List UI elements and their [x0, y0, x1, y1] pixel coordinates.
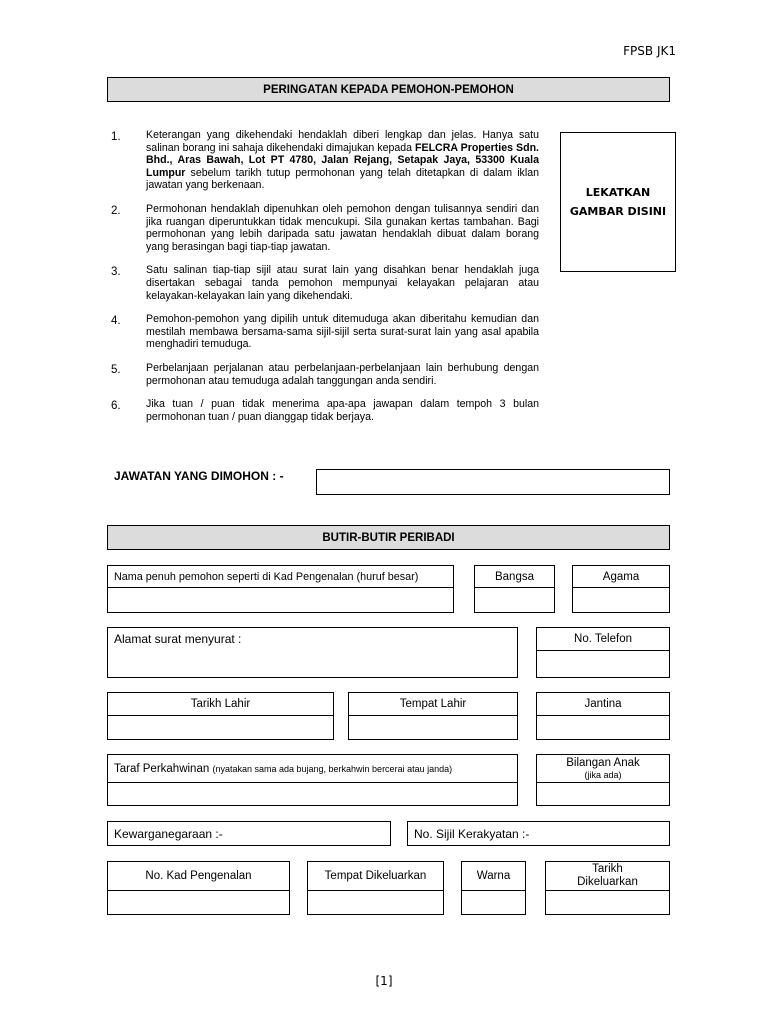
citizenship-field[interactable] — [107, 821, 391, 846]
ic-color-field[interactable] — [461, 861, 526, 915]
date-issued-label: Tarikh Dikeluarkan — [546, 862, 669, 891]
note-text: Perbelanjaan perjalanan atau perbelanjaan-perbelanjaan lain berhubung dengan permohonan atau temuduga adalah tanggungan anda sendiri. — [146, 361, 539, 387]
phone-label: No. Telefon — [537, 628, 669, 651]
note-text: Satu salinan tiap-tiap sijil atau surat lain yang disahkan benar hendaklah juga disertakan sebagai tanda pemohon mempunyai kelayakan pelajaran atau kelayakan-kelayakan lain yang dikehendaki. — [146, 264, 539, 302]
ic-number-field[interactable] — [107, 861, 290, 915]
note-number: 5. — [111, 363, 121, 376]
page-number: [1] — [375, 974, 393, 988]
full-name-label: Nama penuh pemohon seperti di Kad Pengenalan (huruf besar) — [108, 566, 453, 588]
ic-color-label: Warna — [462, 862, 525, 891]
citizenship-cert-label: No. Sijil Kerakyatan :- — [414, 826, 530, 841]
note-number: 2. — [111, 204, 121, 217]
place-issued-field[interactable] — [307, 861, 444, 915]
photo-box-line1: LEKATKAN — [585, 186, 651, 199]
note-text: Permohonan hendaklah dipenuhkan oleh pemohon dengan tulisannya sendiri dan jika ruangan diperuntukkan tidak mencukupi. Sila gunakan kertas tambahan. Bagi permohonan yang lebih daripada satu jawatan hendaklah dibuat dalam borang yang berasingan bagi tiap-tiap jawatan. — [146, 202, 539, 253]
personal-details-title-bar — [107, 525, 670, 550]
note-item — [107, 313, 539, 351]
ic-number-label: No. Kad Pengenalan — [108, 862, 289, 891]
note-number: 1. — [111, 131, 121, 143]
photo-box-line2: GAMBAR DISINI — [569, 205, 667, 218]
children-count-field[interactable] — [536, 754, 670, 806]
phone-field[interactable] — [536, 627, 670, 678]
note-number: 3. — [111, 266, 121, 279]
dob-label: Tarikh Lahir — [108, 693, 333, 716]
note-number: 6. — [111, 400, 121, 413]
note-item — [107, 264, 539, 302]
form-code: FPSB JK1 — [623, 44, 676, 58]
warning-title: PERINGATAN KEPADA PEMOHON-PEMOHON — [263, 83, 514, 96]
dob-field[interactable] — [107, 692, 334, 740]
gender-field[interactable] — [536, 692, 670, 740]
photo-box[interactable] — [560, 132, 676, 272]
religion-label: Agama — [573, 566, 669, 588]
full-name-field[interactable] — [107, 565, 454, 613]
note-text: Pemohon-pemohon yang dipilih untuk ditemuduga akan diberitahu kemudian dan mestilah membawa bersama-sama sijil-sijil serta surat-surat lain yang asal apabila menghadiri temuduga. — [146, 313, 539, 351]
position-applied-label: JAWATAN YANG DIMOHON : - — [114, 469, 284, 483]
race-field[interactable] — [474, 565, 555, 613]
religion-field[interactable] — [572, 565, 670, 613]
date-issued-field[interactable] — [545, 861, 670, 915]
warning-title-bar — [107, 77, 670, 102]
note-text: Jika tuan / puan tidak menerima apa-apa jawapan dalam tempoh 3 bulan permohonan tuan / puan dianggap tidak berjaya. — [146, 398, 539, 423]
notes-list — [107, 129, 539, 434]
note-item — [107, 362, 539, 387]
birthplace-label: Tempat Lahir — [349, 693, 517, 716]
marital-status-field[interactable] — [107, 754, 518, 806]
citizenship-cert-field[interactable] — [407, 821, 670, 846]
address-label: Alamat surat menyurat : — [114, 632, 242, 646]
position-applied-field[interactable] — [316, 469, 670, 495]
note-item — [107, 203, 539, 253]
note-text: Keterangan yang dikehendaki hendaklah diberi lengkap dan jelas. Hanya satu salinan borang ini sahaja dikehendaki dimajukan kepada FELCRA Properties Sdn. Bhd., Aras Bawah, Lot PT 4780, Jalan Rejang, Setapak Jaya, 53300 Kuala Lumpur sebelum tarikh tutup permohonan yang telah ditetapkan di dalam iklan jawatan yang berkenaan. — [146, 129, 539, 192]
birthplace-field[interactable] — [348, 692, 518, 740]
citizenship-label: Kewarganegaraan :- — [114, 826, 223, 841]
personal-details-title: BUTIR-BUTIR PERIBADI — [322, 531, 455, 544]
note-number: 4. — [111, 315, 121, 328]
marital-status-label: Taraf Perkahwinan (nyatakan sama ada bujang, berkahwin bercerai atau janda) — [108, 755, 517, 783]
note-item — [107, 129, 539, 192]
race-label: Bangsa — [475, 566, 554, 588]
address-field[interactable] — [107, 627, 518, 678]
note-item — [107, 398, 539, 423]
children-count-label: Bilangan Anak (jika ada) — [537, 755, 669, 783]
place-issued-label: Tempat Dikeluarkan — [308, 862, 443, 891]
gender-label: Jantina — [537, 693, 669, 716]
